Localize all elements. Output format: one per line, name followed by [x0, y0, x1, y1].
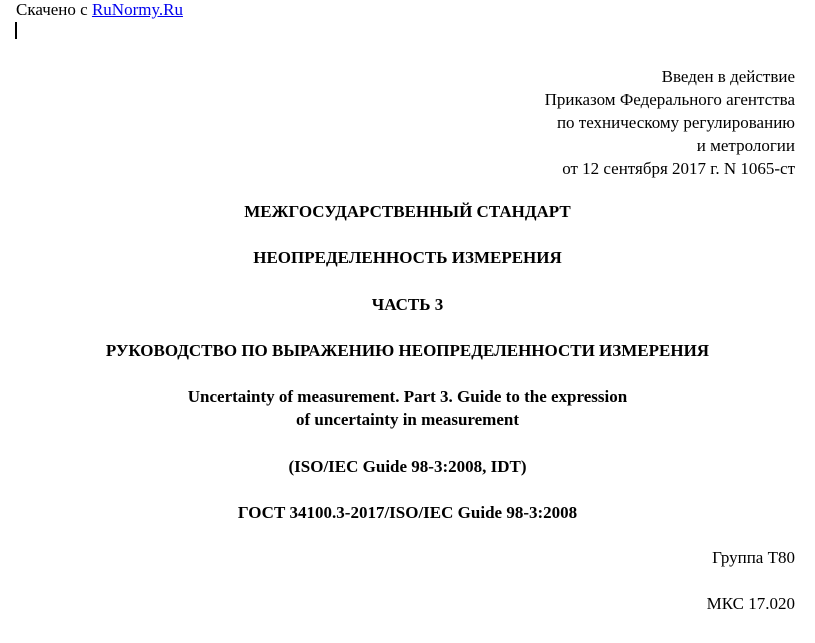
gost-code: ГОСТ 34100.3-2017/ISO/IEC Guide 98-3:2008 [237, 503, 578, 522]
enactment-line: по техническому регулированию [556, 113, 795, 132]
enactment-line: Введен в действие [661, 67, 795, 86]
source-prefix: Скачено с [16, 0, 92, 19]
mks-label: МКС 17.020 [706, 594, 795, 613]
part-heading: ЧАСТЬ 3 [371, 295, 444, 314]
enactment-line: Приказом Федерального агентства [544, 90, 795, 109]
standard-type-heading: МЕЖГОСУДАРСТВЕННЫЙ СТАНДАРТ [244, 202, 571, 221]
iso-reference: (ISO/IEC Guide 98-3:2008, IDT) [288, 457, 527, 476]
source-line [16, 0, 183, 20]
enactment-line: и метрологии [696, 136, 795, 155]
text-cursor [15, 22, 17, 39]
subtitle-heading: РУКОВОДСТВО ПО ВЫРАЖЕНИЮ НЕОПРЕДЕЛЕННОСТИ ИЗМЕРЕНИЯ [105, 341, 710, 360]
enactment-line: от 12 сентября 2017 г. N 1065-ст [562, 159, 795, 178]
enactment-block [545, 65, 795, 180]
source-link[interactable]: RuNormy.Ru [91, 0, 183, 19]
group-label: Группа Т80 [712, 548, 795, 567]
english-title-line-2: of uncertainty in measurement [295, 410, 520, 429]
english-title-line-1: Uncertainty of measurement. Part 3. Guide to the expression [187, 387, 628, 406]
main-title-heading: НЕОПРЕДЕЛЕННОСТЬ ИЗМЕРЕНИЯ [253, 248, 562, 267]
